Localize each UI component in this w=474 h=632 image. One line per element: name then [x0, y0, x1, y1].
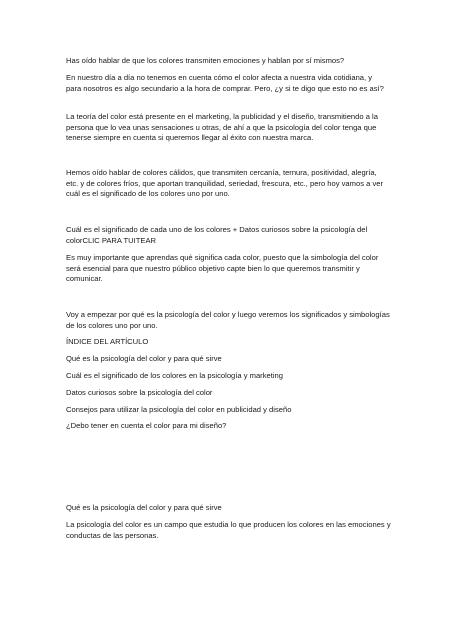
text-line: Voy a empezar por qué es la psicología del color y luego veremos los significados y simbologías: [66, 310, 390, 319]
text-line: Has oído hablar de que los colores transmiten emociones y hablan por sí mismos?: [66, 56, 345, 65]
text-line: Qué es la psicología del color y para qué sirve: [66, 354, 222, 363]
paragraph-warm-cold-colors: [66, 168, 414, 200]
section-heading-what-is: [66, 503, 414, 514]
paragraph-importance: [66, 253, 414, 285]
index-item-tips: [66, 405, 414, 416]
text-line: En nuestro día a día no tenemos en cuenta cómo el color afecta a nuestra vida cotidiana, y: [66, 73, 373, 82]
text-line: tenerse siempre en cuenta si queremos llegar al éxito con nuestra marca.: [66, 133, 314, 143]
text-line: persona que lo vea unas sensaciones u otras, de ahí a que la psicología del color tenga que: [66, 122, 377, 132]
text-line: Cuál es el significado de cada uno de los colores + Datos curiosos sobre la psicología del: [66, 225, 368, 234]
paragraph-color-theory: [66, 112, 414, 144]
paragraph-intro-question: [66, 56, 414, 67]
text-line: para nosotros es algo secundario a la hora de comprar. Pero, ¿y si te digo que esto no es así?: [66, 83, 384, 93]
index-item-curious-facts: [66, 388, 414, 399]
index-item-design-question: [66, 421, 414, 432]
text-line: cuál es el significado de los colores uno por uno.: [66, 189, 230, 199]
text-line: Consejos para utilizar la psicología del color en publicidad y diseño: [66, 405, 292, 414]
paragraph-start: [66, 310, 414, 331]
paragraph-definition: [66, 520, 414, 541]
text-line: será esencial para que nuestro público objetivo capte bien lo que queremos transmitir y: [66, 263, 360, 273]
text-line: conductas de las personas.: [66, 530, 159, 540]
text-line: Qué es la psicología del color y para qué sirve: [66, 503, 222, 512]
paragraph-daily-life: [66, 73, 414, 94]
text-line: de los colores uno por uno.: [66, 320, 158, 330]
index-item-what-is: [66, 354, 414, 365]
text-line: ¿Debo tener en cuenta el color para mi diseño?: [66, 421, 227, 430]
index-heading: [66, 337, 414, 348]
text-line: comunicar.: [66, 274, 103, 284]
text-line: Es muy importante que aprendas qué significa cada color, puesto que la simbología del color: [66, 253, 379, 262]
index-item-meaning: [66, 371, 414, 382]
text-line: La teoría del color está presente en el marketing, la publicidad y el diseño, transmitiendo a la: [66, 112, 378, 121]
text-line: La psicología del color es un campo que estudia lo que producen los colores en las emociones y: [66, 520, 391, 529]
text-line: colorCLIC PARA TUITEAR: [66, 235, 157, 245]
text-line: Hemos oído hablar de colores cálidos, que transmiten cercanía, ternura, positividad, alegría,: [66, 168, 377, 177]
paragraph-tweet-quote: [66, 225, 414, 246]
text-line: ÍNDICE DEL ARTÍCULO: [66, 337, 149, 346]
text-line: etc. y de colores fríos, que aportan tranquilidad, seriedad, frescura, etc., pero hoy vamos a ver: [66, 178, 383, 188]
text-line: Datos curiosos sobre la psicología del color: [66, 388, 213, 397]
text-line: Cuál es el significado de los colores en la psicología y marketing: [66, 371, 283, 380]
